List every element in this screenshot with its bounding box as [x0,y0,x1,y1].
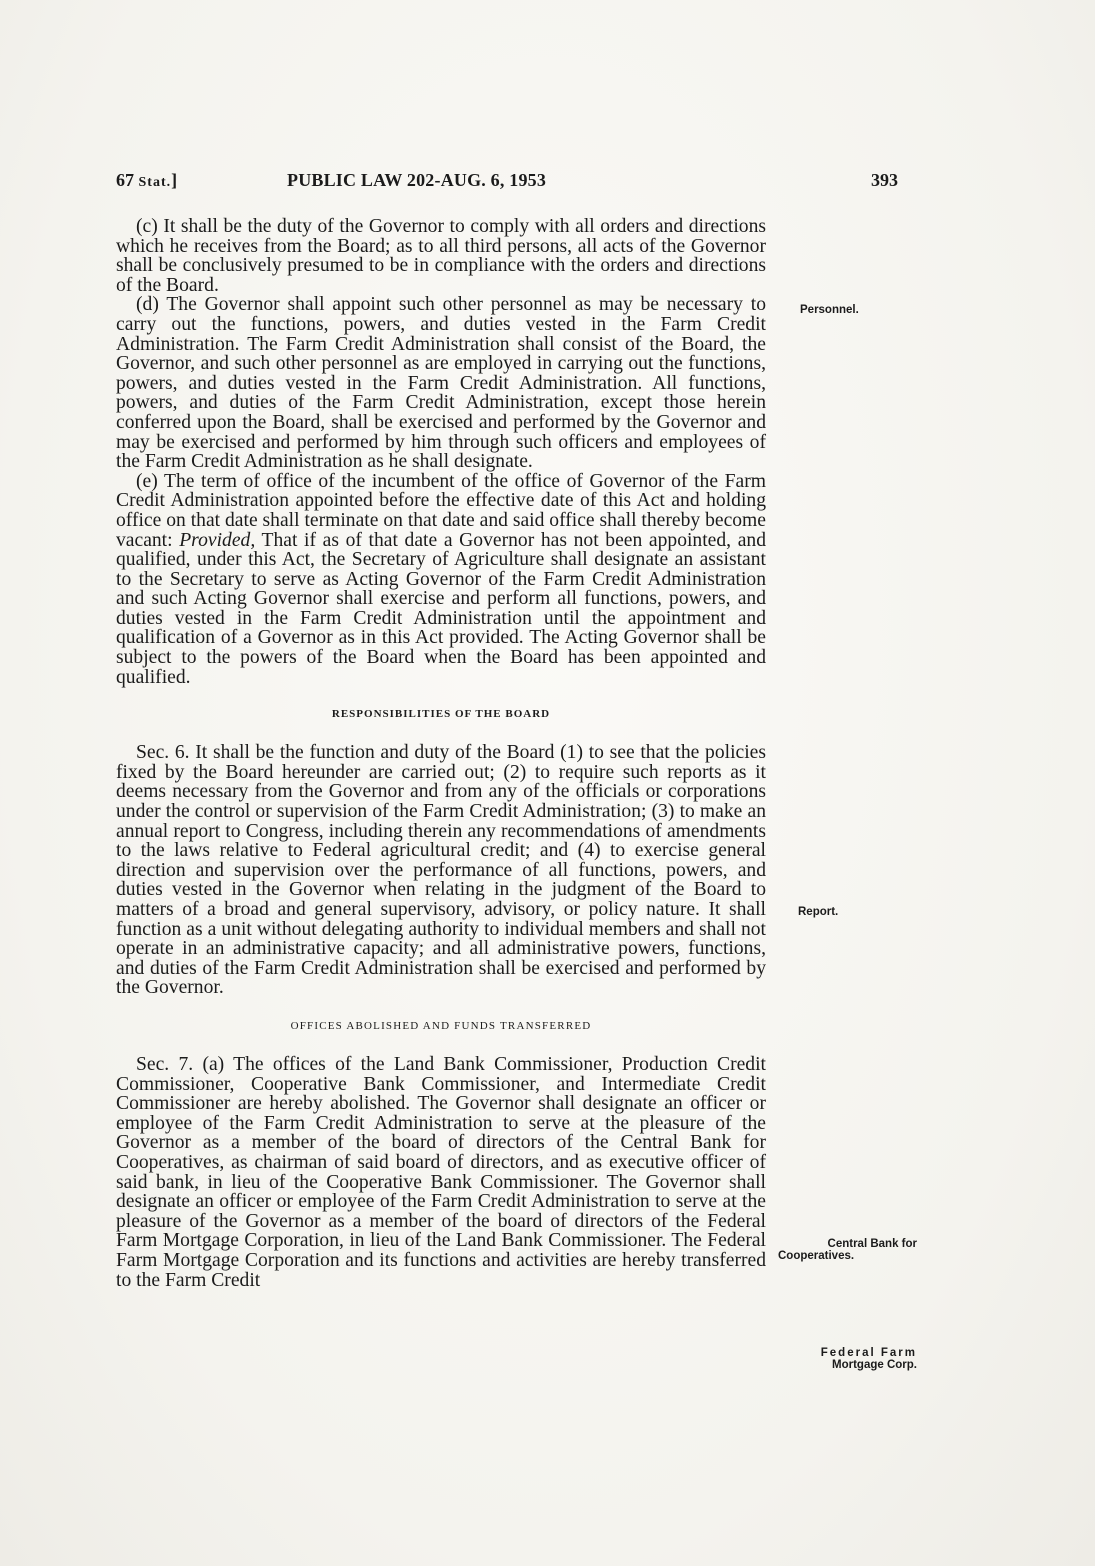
margin-note-personnel: Personnel. [800,304,859,316]
paragraph-e [116,472,766,688]
margin-note-central-bank [777,1238,917,1262]
paragraph-d: (d) The Governor shall appoint such other personnel as may be necessary to carry out the functions, powers, and duties vested in the Farm Credit Administration. The Farm Credit Administration shall consist of the Board, the Governor, and such other personnel as are employed in carrying out the functions, powers, and duties vested in the Farm Credit Administration. All functions, powers, and duties of the Farm Credit Administration, except those herein conferred upon the Board, shall be exercised and performed by the Governor and may be exercised and performed by him through such officers and employees of the Farm Credit Administration as he shall designate. [116,294,766,473]
page-number: 393 [871,170,898,190]
proviso-word: Provided, [179,529,256,551]
paragraph-e-part2: That if as of that date a Governor has not been appointed, and qualified, under this Act, the Secretary of Agriculture shall designate an assistant to the Secretary to serve as Acting Governor of the Farm Credit Administration and such Acting Governor shall exercise and perform all functions, powers, and duties vested in the Farm Credit Administration until the appointment and qualification of a Governor as in this Act provided. The Acting Governor shall be subject to the powers of the Board when the Board has been appointed and qualified. [116,529,766,688]
margin-note-central-bank-line1: Central Bank for [827,1238,917,1250]
stat-volume: 67 [116,170,134,190]
body-text [116,217,766,1290]
section-6 [116,743,766,998]
section-heading-offices: OFFICES ABOLISHED AND FUNDS TRANSFERRED [290,1019,592,1032]
margin-note-federal-farm-line2: Mortgage Corp. [832,1359,917,1371]
section-6-label: Sec. 6. [136,742,190,764]
section-heading-responsibilities: RESPONSIBILITIES OF THE BOARD [331,708,551,721]
statute-citation [116,170,177,191]
section-7-text: (a) The offices of the Land Bank Commissioner, Production Credit Commissioner, Cooperative Bank Commissioner, and Intermediate Credit Commissioner are hereby abolished. The Governor shall designate an officer or employee of the Farm Credit Administration to serve at the pleasure of the Governor as a member of the board of directors of the Central Bank for Cooperatives, as chairman of said board of directors, and as executive officer of said bank, in lieu of the Cooperative Bank Commissioner. The Governor shall designate an officer or employee of the Farm Credit Administration to serve at the pleasure of the Governor as a member of the board of directors of the Federal Farm Mortgage Corporation, in lieu of the Land Bank Commissioner. The Federal Farm Mortgage Corporation and its functions and activities are hereby transferred to the Farm Credit [116,1053,766,1291]
section-7-label: Sec. 7. [136,1053,194,1075]
running-header [116,170,898,194]
stat-label: Stat. [138,175,172,190]
section-7 [116,1055,766,1290]
section-6-text: It shall be the function and duty of the Board (1) to see that the policies fixed by the Board hereunder are carried out; (2) to require such reports as it deems necessary from the Governor and from any of the officials or corporations under the control or supervision of the Farm Credit Administration; (3) to make an annual report to Congress, including therein any recommendations of amendments to the laws relative to Federal agricultural credit; and (4) to exercise general direction and supervision over the performance of all functions, powers, and duties vested in the Governor when relating in the judgment of the Board to matters of a broad and general supervisory, advisory, or policy nature. It shall function as a unit without delegating authority to individual members and shall not operate in an administrative capacity; and all administrative powers, functions, and duties of the Farm Credit Administration shall be exercised and performed by the Governor. [116,742,766,999]
paragraph-c: (c) It shall be the duty of the Governor to comply with all orders and directions which he receives from the Board; as to all third persons, all acts of the Governor shall be conclusively presumed to be in compliance with the orders and directions of the Board. [116,216,766,296]
margin-note-federal-farm-line1: Federal Farm [820,1347,917,1359]
stat-bracket: ] [171,170,178,190]
margin-note-report: Report. [798,906,839,918]
paragraph-e-part1: (e) The term of office of the incumbent of the office of Governor of the Farm Credit Administration appointed before the effective date of this Act and holding office on that date shall terminate on that date and said office shall thereby become vacant: [116,470,766,551]
margin-note-central-bank-line2: Cooperatives. [778,1250,855,1262]
header-title: PUBLIC LAW 202-AUG. 6, 1953 [287,170,547,190]
margin-note-federal-farm [777,1347,917,1371]
